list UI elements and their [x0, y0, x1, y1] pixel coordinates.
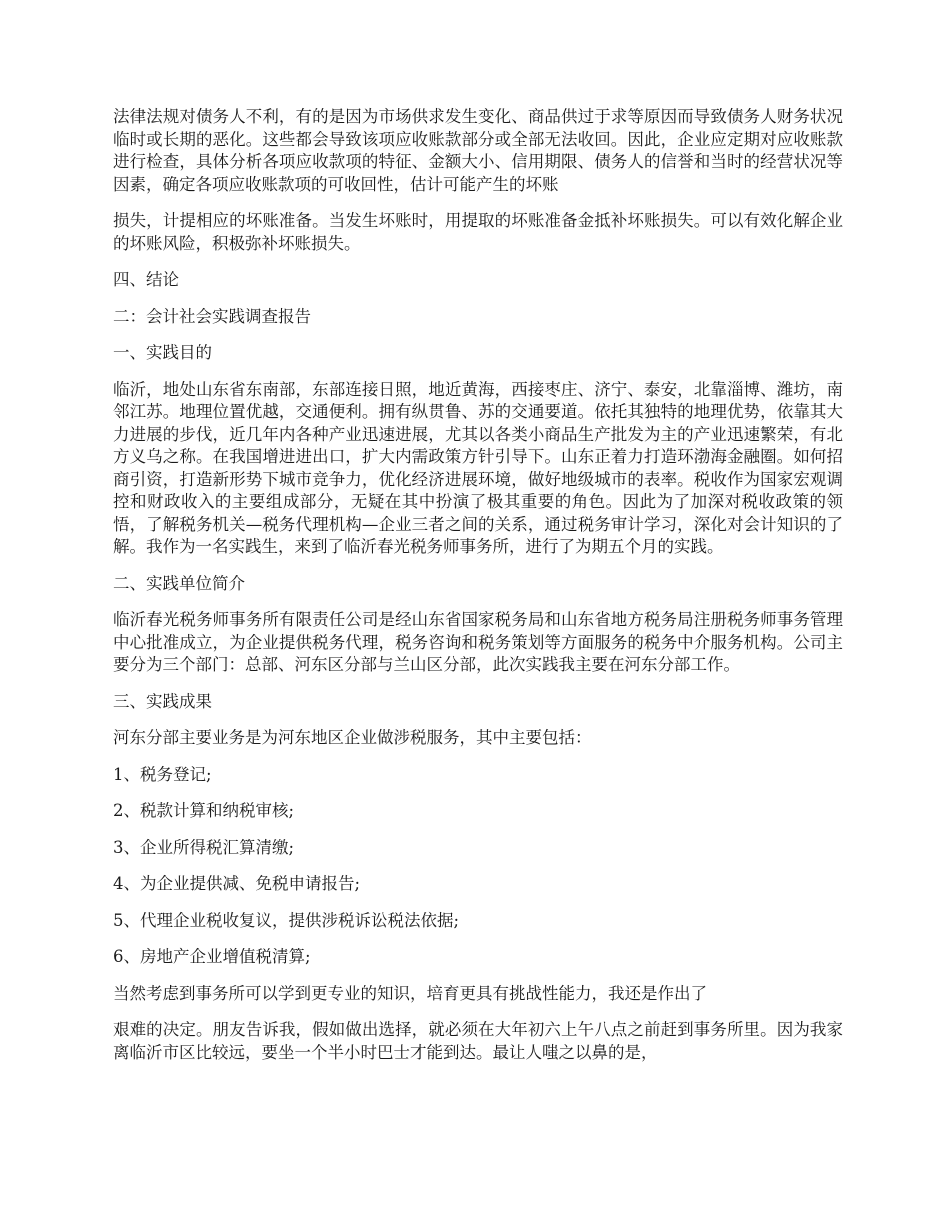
- document-body: [113, 106, 843, 1078]
- paragraph: 法律法规对债务人不利，有的是因为市场供求发生变化、商品供过于求等原因而导致债务人财务状况临时或长期的恶化。这些都会导致该项应收账款部分或全部无法收回。因此，企业应定期对应收账款进行检查，具体分析各项应收款项的特征、金额大小、信用期限、债务人的信誉和当时的经营状况等因素，确定各项应收账款项的可收回性，估计可能产生的坏账: [113, 107, 843, 194]
- section-heading: 三、实践成果: [113, 691, 212, 711]
- list-item: 5、代理企业税收复议，提供涉税诉讼税法依据;: [113, 910, 460, 930]
- section-heading: 四、结论: [113, 270, 179, 289]
- list-item: 2、税款计算和纳税审核;: [113, 801, 295, 820]
- paragraph: 损失，计提相应的坏账准备。当发生坏账时，用提取的坏账准备金抵补坏账损失。可以有效化解企业的坏账风险，积极弥补坏账损失。: [113, 211, 843, 253]
- paragraph: 当然考虑到事务所可以学到更专业的知识，培育更具有挑战性能力，我还是作出了: [113, 983, 707, 1003]
- paragraph: 临沂，地处山东省东南部，东部连接日照，地近黄海，西接枣庄、济宁、泰安，北靠淄博、潍坊，南邻江苏。地理位置优越，交通便利。拥有纵贯鲁、苏的交通要道。依托其独特的地理优势，依靠其大力进展的步伐，近几年内各种产业迅速进展，尤其以各类小商品生产批发为主的产业迅速繁荣，有北方义乌之称。在我国增进进出口，扩大内需政策方针引导下。山东正着力打造环渤海金融圈。如何招商引资，打造新形势下城市竞争力，优化经济进展环境，做好地级城市的表率。税收作为国家宏观调控和财政收入的主要组成部分，无疑在其中扮演了极其重要的角色。因此为了加深对税收政策的领悟，了解税务机关—税务代理机构—企业三者之间的关系，通过税务审计学习，深化对会计知识的了解。我作为一名实践生，来到了临沂春光税务师事务所，进行了为期五个月的实践。: [113, 379, 843, 556]
- section-heading: 一、实践目的: [113, 343, 212, 362]
- paragraph: 临沂春光税务师事务所有限责任公司是经山东省国家税务局和山东省地方税务局注册税务师事务管理中心批准成立，为企业提供税务代理，税务咨询和税务策划等方面服务的税务中介服务机构。公司主要分为三个部门：总部、河东区分部与兰山区分部，此次实践我主要在河东分部工作。: [113, 610, 843, 674]
- list-item: 6、房地产企业增值税清算;: [113, 947, 311, 966]
- section-heading: 二、实践单位简介: [113, 573, 245, 593]
- list-item: 4、为企业提供减、免税申请报告;: [113, 874, 361, 893]
- paragraph: 艰难的决定。朋友告诉我，假如做出选择，就必须在大年初六上午八点之前赶到事务所里。因为我家离临沂市区比较远，要坐一个半小时巴士才能到达。最让人嗤之以鼻的是，: [113, 1020, 843, 1062]
- list-item: 3、企业所得税汇算清缴;: [113, 837, 295, 857]
- report-title: 二：会计社会实践调查报告: [113, 306, 311, 326]
- list-item: 1、税务登记;: [113, 764, 212, 784]
- paragraph: 河东分部主要业务是为河东地区企业做涉税服务，其中主要包括：: [113, 728, 592, 747]
